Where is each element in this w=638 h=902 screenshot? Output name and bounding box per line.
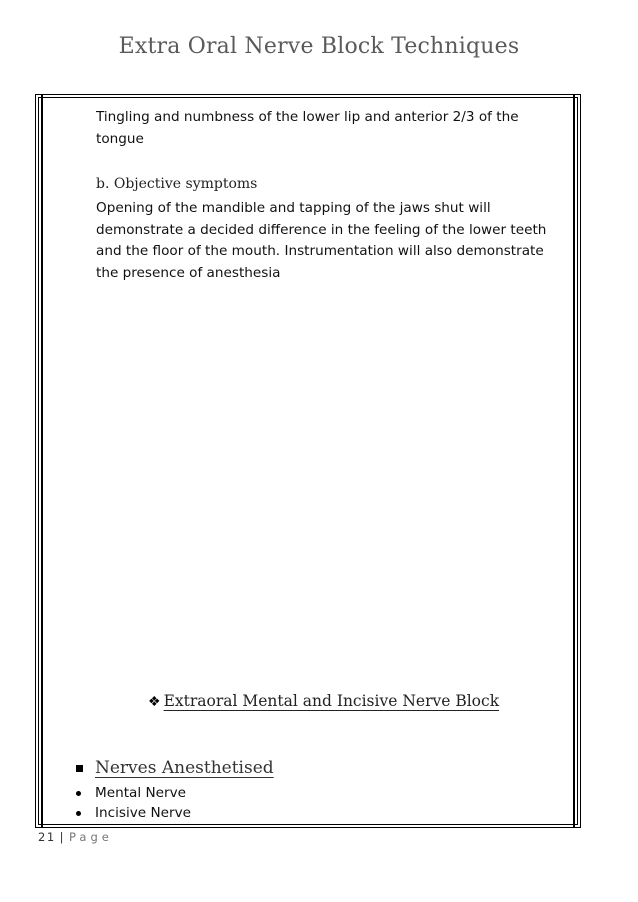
page-label: Page [69, 830, 113, 844]
bullet-dot-icon [76, 791, 81, 796]
subsection-heading [76, 758, 274, 778]
subsection-title-text: Nerves Anesthetised [95, 758, 274, 778]
list-item-label: Mental Nerve [95, 785, 186, 801]
nerve-list [76, 783, 191, 823]
paragraph-line: and the floor of the mouth. Instrumentation will also demonstrate [96, 243, 544, 259]
section-title [148, 692, 499, 710]
paragraph-line: demonstrate a decided difference in the feeling of the lower teeth [96, 222, 547, 238]
page-footer [38, 830, 113, 844]
page-header-title: Extra Oral Nerve Block Techniques [118, 34, 520, 59]
bullet-dot-icon [76, 811, 81, 816]
paragraph-line: the presence of anesthesia [96, 265, 281, 281]
list-item [76, 803, 191, 823]
section-title-text: Extraoral Mental and Incisive Nerve Block [163, 692, 500, 710]
diamond-bullet-icon: ❖ [148, 694, 161, 710]
square-bullet-icon [76, 765, 83, 772]
page-number: 21 [38, 830, 56, 844]
paragraph-line: Opening of the mandible and tapping of the jaws shut will [96, 200, 491, 216]
paragraph-line: tongue [96, 131, 144, 147]
subheading-objective-symptoms: b. Objective symptoms [96, 176, 258, 192]
paragraph-line: Tingling and numbness of the lower lip and anterior 2/3 of the [96, 109, 519, 125]
list-item-label: Incisive Nerve [95, 805, 191, 821]
footer-separator: | [59, 830, 66, 844]
list-item [76, 783, 191, 803]
